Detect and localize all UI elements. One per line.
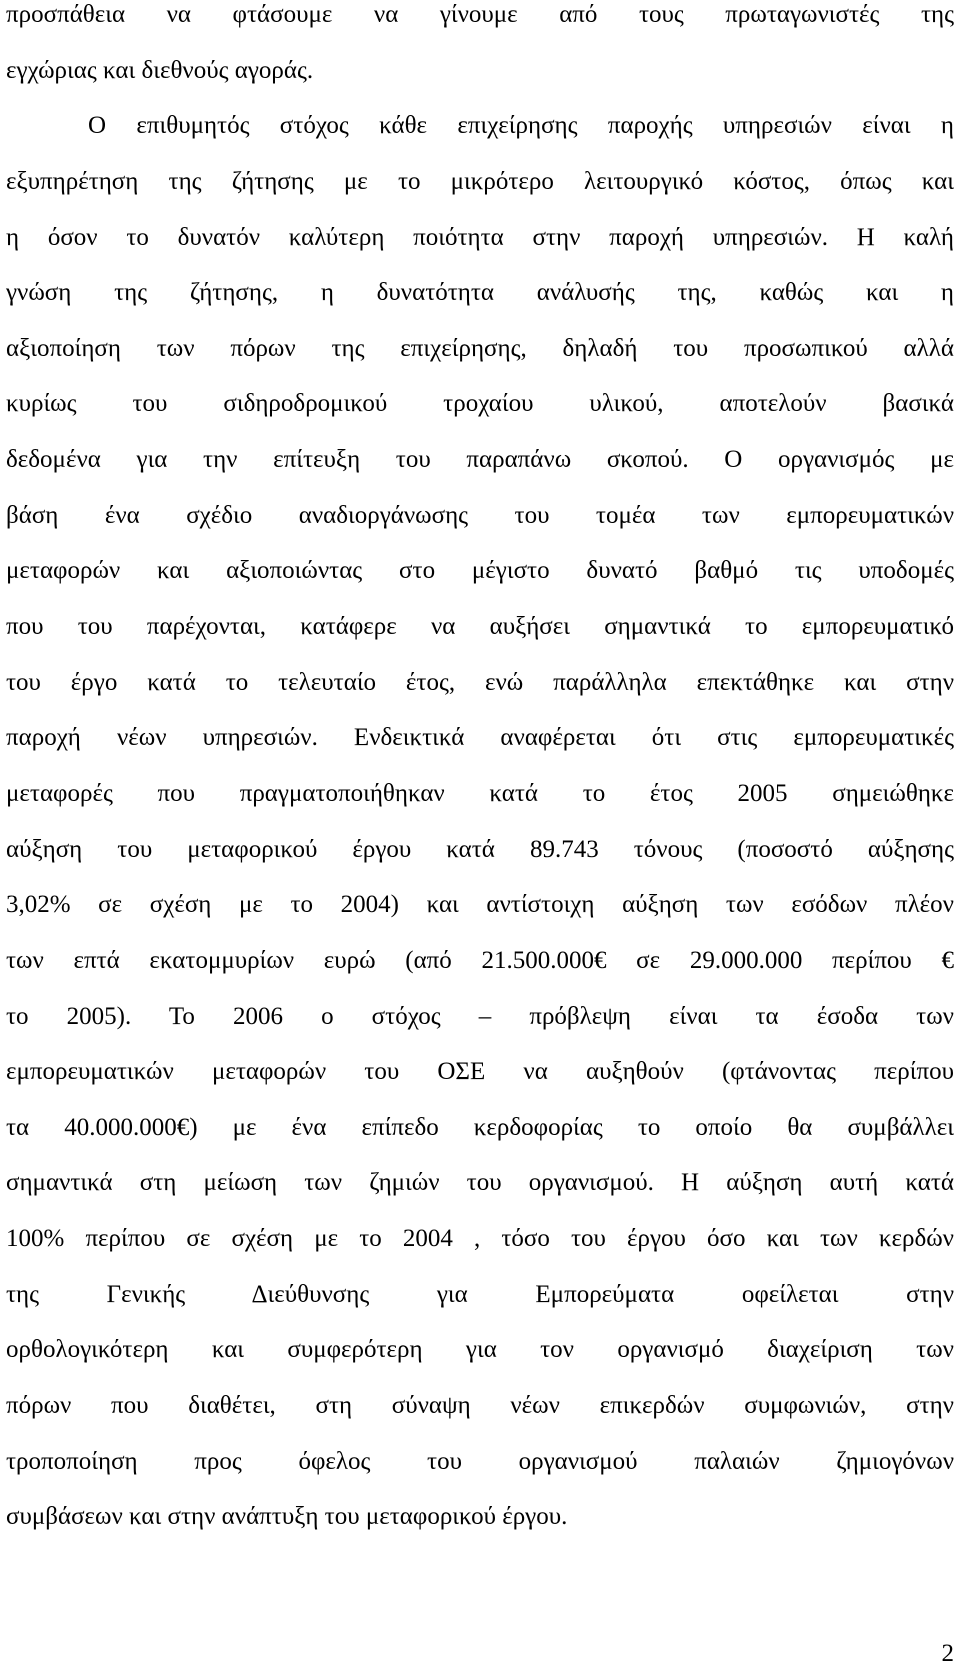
text-line: εμπορευματικών μεταφορών του ΟΣΕ να αυξηθούν (φτάνοντας περίπου xyxy=(6,1058,954,1086)
text-line: ορθολογικότερη και συμφερότερη για τον οργανισμό διαχείριση των xyxy=(6,1336,954,1364)
text-line: εγχώριας και διεθνούς αγοράς. xyxy=(6,56,314,84)
text-line: δεδομένα για την επίτευξη του παραπάνω σκοπού. Ο οργανισμός με xyxy=(6,446,954,474)
text-line: τροποποίηση προς όφελος του οργανισμού παλαιών ζημιογόνων xyxy=(6,1447,954,1475)
text-line: η όσον το δυνατόν καλύτερη ποιότητα στην παροχή υπηρεσιών. Η καλή xyxy=(6,223,954,251)
text-line: παροχή νέων υπηρεσιών. Ενδεικτικά αναφέρεται ότι στις εμπορευματικές xyxy=(6,724,954,752)
text-line: Ο επιθυμητός στόχος κάθε επιχείρησης παροχής υπηρεσιών είναι η xyxy=(88,112,954,140)
text-line: που του παρέχονται, κατάφερε να αυξήσει σημαντικά το εμπορευματικό xyxy=(6,613,954,641)
text-line: 100% περίπου σε σχέση με το 2004 , τόσο του έργου όσο και των κερδών xyxy=(6,1225,954,1253)
text-line: προσπάθεια να φτάσουμε να γίνουμε από τους πρωταγωνιστές της xyxy=(6,1,954,28)
text-line: σημαντικά στη μείωση των ζημιών του οργανισμού. Η αύξηση αυτή κατά xyxy=(6,1169,954,1197)
text-line: της Γενικής Διεύθυνσης για Εμπορεύματα οφείλεται στην xyxy=(6,1280,954,1308)
text-line: εξυπηρέτηση της ζήτησης με το μικρότερο λειτουργικό κόστος, όπως και xyxy=(6,167,954,195)
text-line: το 2005). Το 2006 ο στόχος – πρόβλεψη είναι τα έσοδα των xyxy=(6,1002,954,1030)
text-line: 3,02% σε σχέση με το 2004) και αντίστοιχη αύξηση των εσόδων πλέον xyxy=(6,891,954,919)
text-line: τα 40.000.000€) με ένα επίπεδο κερδοφορίας το οποίο θα συμβάλλει xyxy=(6,1113,954,1141)
page-number: 2 xyxy=(941,1640,954,1667)
text-line: συμβάσεων και στην ανάπτυξη του μεταφορικού έργου. xyxy=(6,1503,568,1531)
text-line: πόρων που διαθέτει, στη σύναψη νέων επικερδών συμφωνιών, στην xyxy=(6,1392,954,1420)
text-line: των επτά εκατομμυρίων ευρώ (από 21.500.000€ σε 29.000.000 περίπου € xyxy=(6,946,954,974)
text-line: αύξηση του μεταφορικού έργου κατά 89.743 τόνους (ποσοστό αύξησης xyxy=(6,835,954,863)
document-page xyxy=(6,0,954,1558)
text-line: μεταφορές που πραγματοποιήθηκαν κατά το έτος 2005 σημειώθηκε xyxy=(6,779,954,807)
text-line: γνώση της ζήτησης, η δυνατότητα ανάλυσής της, καθώς και η xyxy=(6,279,954,307)
text-line: βάση ένα σχέδιο αναδιοργάνωσης του τομέα των εμπορευματικών xyxy=(6,501,954,529)
text-line: κυρίως του σιδηροδρομικού τροχαίου υλικού, αποτελούν βασικά xyxy=(6,390,954,418)
text-line: μεταφορών και αξιοποιώντας στο μέγιστο δυνατό βαθμό τις υποδομές xyxy=(6,557,954,585)
text-line: του έργο κατά το τελευταίο έτος, ενώ παράλληλα επεκτάθηκε και στην xyxy=(6,668,954,696)
text-line: αξιοποίηση των πόρων της επιχείρησης, δηλαδή του προσωπικού αλλά xyxy=(6,334,954,362)
